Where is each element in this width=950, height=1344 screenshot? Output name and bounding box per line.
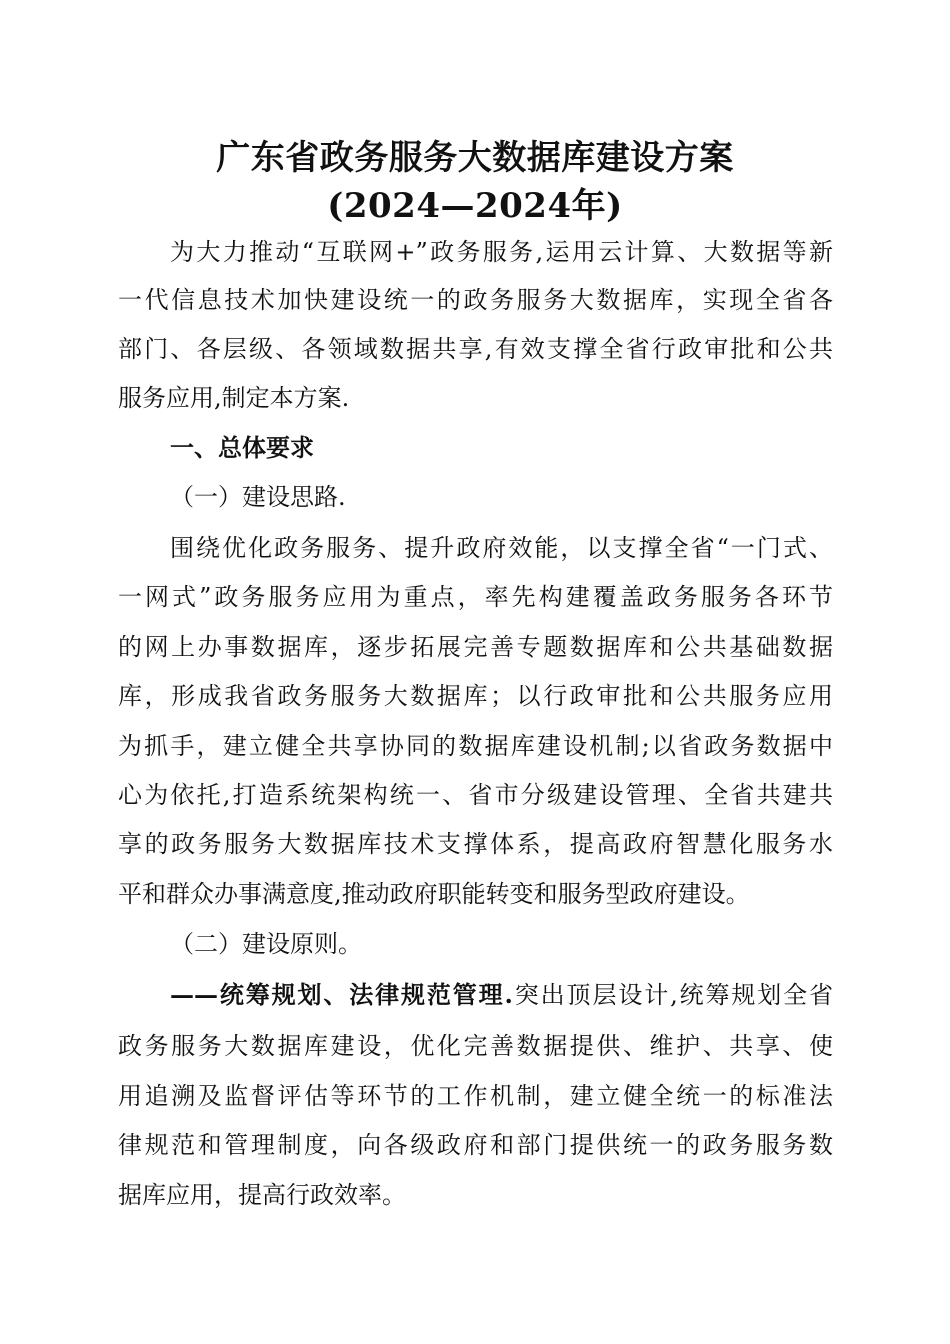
principle-first-line-rest: 突出顶层设计,统筹规划全省 [512,981,833,1009]
principle-bold-lead: ——统筹规划、法律规范管理. [170,980,513,1009]
paragraph-line: 用追溯及监督评估等环节的工作机制，建立健全统一的标准法 [118,1082,833,1110]
paragraph-line: 库，形成我省政务服务大数据库；以行政审批和公共服务应用 [118,682,833,710]
paragraph-line: 的网上办事数据库，逐步拓展完善专题数据库和公共基础数据 [118,633,833,661]
paragraph-line: 围绕优化政务服务、提升政府效能，以支撑全省“一门式、 [170,534,833,562]
subsection-heading-1: （一）建设思路. [170,483,346,511]
section-heading: 一、总体要求 [170,433,314,462]
document-subtitle: (2024—2024年) [327,186,623,226]
intro-line-1: 为大力推动“互联网+”政务服务,运用云计算、大数据等新 [170,238,833,266]
paragraph-line: 享的政务服务大数据库技术支撑体系，提高政府智慧化服务水 [118,830,833,858]
subsection-heading-2: （二）建设原则。 [170,930,362,958]
document-title: 广东省政务服务大数据库建设方案 [216,138,734,178]
intro-line-4: 服务应用,制定本方案. [118,384,350,412]
intro-line-2: 一代信息技术加快建设统一的政务服务大数据库，实现全省各 [118,286,833,314]
paragraph-line: 据库应用，提高行政效率。 [118,1181,406,1209]
paragraph-line: 心为依托,打造系统架构统一、省市分级建设管理、全省共建共 [118,781,833,809]
paragraph-line: 一网式”政务服务应用为重点，率先构建覆盖政务服务各环节 [118,583,833,611]
paragraph-line: 平和群众办事满意度,推动政府职能转变和服务型政府建设。 [118,880,750,908]
paragraph-line: 律规范和管理制度，向各级政府和部门提供统一的政务服务数 [118,1131,833,1159]
intro-line-3: 部门、各层级、各领域数据共享,有效支撑全省行政审批和公共 [118,335,833,363]
paragraph-line: 政务服务大数据库建设，优化完善数据提供、维护、共享、使 [118,1032,833,1060]
principle-first-line [170,980,833,1010]
paragraph-line: 为抓手，建立健全共享协同的数据库建设机制;以省政务数据中 [118,732,833,760]
